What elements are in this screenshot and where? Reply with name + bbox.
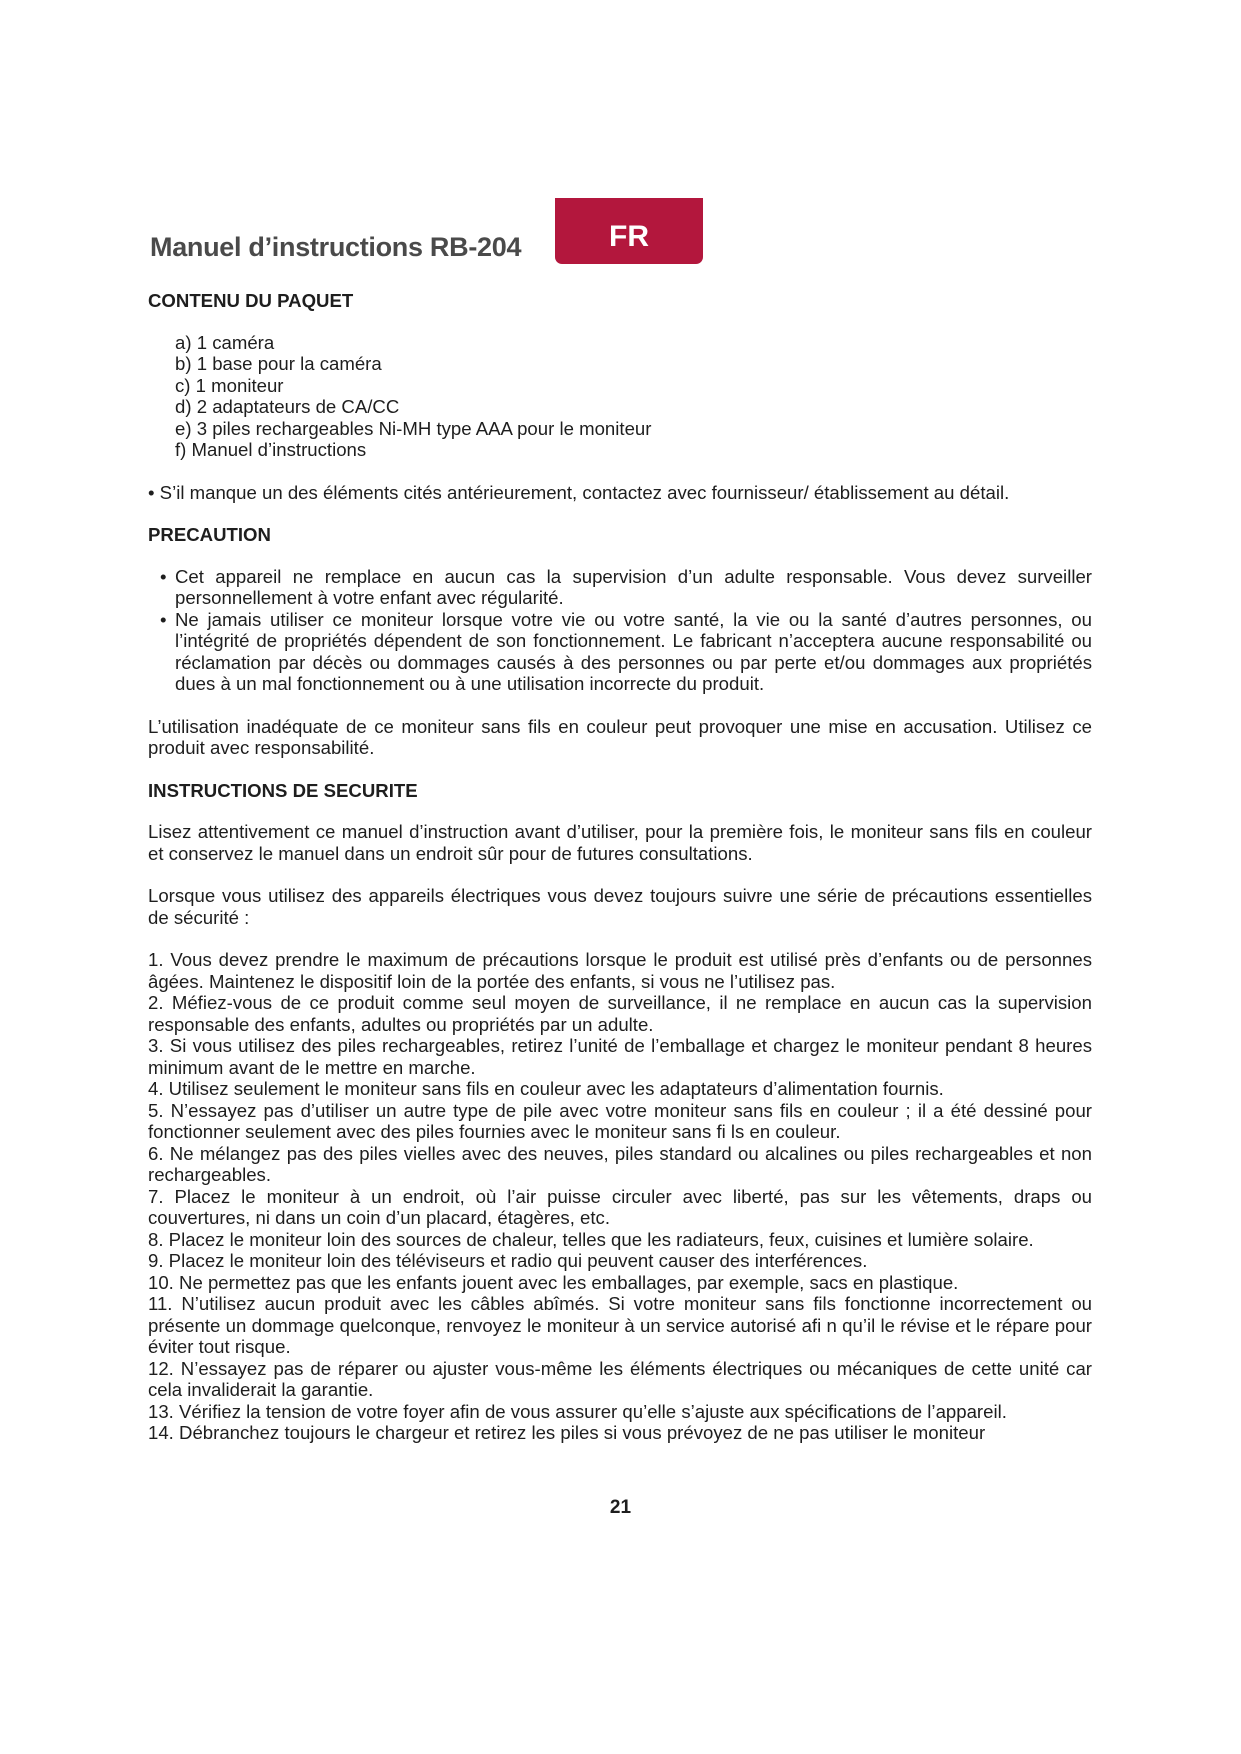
- list-item: d) 2 adaptateurs de CA/CC: [175, 396, 400, 417]
- document-body: [148, 290, 1092, 1444]
- list-item: 11. N’utilisez aucun produit avec les câbles abîmés. Si votre moniteur sans fils fonctionne incorrectement ou présente un dommage quelconque, renvoyez le moniteur à un service autorisé afi n qu’il le révise et le répare pour éviter tout risque.: [148, 1293, 1092, 1357]
- language-tab: [555, 198, 703, 264]
- precaution-heading: PRECAUTION: [148, 524, 271, 545]
- list-item: e) 3 piles rechargeables Ni-MH type AAA pour le moniteur: [175, 417, 652, 439]
- package-list: [175, 332, 1092, 461]
- safety-heading: INSTRUCTIONS DE SECURITE: [148, 779, 418, 801]
- precaution-list: [160, 566, 1092, 695]
- list-item: 8. Placez le moniteur loin des sources de chaleur, telles que les radiateurs, feux, cuisines et lumière solaire.: [148, 1228, 1034, 1250]
- list-item: 10. Ne permettez pas que les enfants jouent avec les emballages, par exemple, sacs en plastique.: [148, 1271, 959, 1293]
- safety-intro-2: Lorsque vous utilisez des appareils électriques vous devez toujours suivre une série de précautions essentielles de sécurité :: [148, 885, 1092, 928]
- list-item: 3. Si vous utilisez des piles rechargeables, retirez l’unité de l’emballage et chargez le moniteur pendant 8 heures minimum avant de le mettre en marche.: [148, 1035, 1092, 1078]
- list-item: b) 1 base pour la caméra: [175, 353, 382, 374]
- list-item: 9. Placez le moniteur loin des téléviseurs et radio qui peuvent causer des interférences.: [148, 1250, 868, 1271]
- list-item: f) Manuel d’instructions: [175, 439, 367, 460]
- safety-intro-1: Lisez attentivement ce manuel d’instruction avant d’utiliser, pour la première fois, le moniteur sans fils en couleur et conservez le manuel dans un endroit sûr pour de futures consultations.: [148, 821, 1092, 864]
- safety-instructions-list: [148, 949, 1092, 1444]
- document-title: Manuel d’instructions RB-204: [150, 232, 522, 262]
- list-item: 1. Vous devez prendre le maximum de précautions lorsque le produit est utilisé près d’enfants ou de personnes âgées. Maintenez le dispositif loin de la portée des enfants, si vous ne l’utilisez pas.: [148, 949, 1092, 992]
- precaution-paragraph: L’utilisation inadéquate de ce moniteur sans fils en couleur peut provoquer une mise en accusation. Utilisez ce produit avec responsabilité.: [148, 715, 1092, 758]
- list-item: c) 1 moniteur: [175, 374, 284, 396]
- page-number: 21: [609, 1497, 632, 1518]
- language-tab-label: FR: [609, 220, 649, 253]
- list-item: • Ne jamais utiliser ce moniteur lorsque votre vie ou votre santé, la vie ou la santé d’autres personnes, ou l’intégrité de propriétés dépendent de son fonctionnement. Le fabricant n’acceptera aucune responsabilité ou réclamation par décès ou dommages causés à des personnes ou par perte et/ou dommages aux propriétés dues à un mal fonctionnement ou à une utilisation incorrecte du produit.: [160, 609, 1092, 695]
- list-item: • Cet appareil ne remplace en aucun cas la supervision d’un adulte responsable. Vous devez surveiller personnellement à votre enfant avec régularité.: [160, 566, 1092, 609]
- package-note: • S’il manque un des éléments cités antérieurement, contactez avec fournisseur/ établissement au détail.: [148, 481, 1010, 503]
- package-heading: CONTENU DU PAQUET: [148, 290, 354, 311]
- list-item: 5. N’essayez pas d’utiliser un autre type de pile avec votre moniteur sans fils en couleur ; il a été dessiné pour fonctionner seulement avec des piles fournies avec le moniteur sans fi ls en couleur.: [148, 1099, 1092, 1142]
- list-item: 6. Ne mélangez pas des piles vielles avec des neuves, piles standard ou alcalines ou piles rechargeables et non rechargeables.: [148, 1142, 1092, 1185]
- list-item: 7. Placez le moniteur à un endroit, où l’air puisse circuler avec liberté, pas sur les vêtements, draps ou couvertures, ni dans un coin d’un placard, étagères, etc.: [148, 1185, 1092, 1228]
- list-item: 12. N’essayez pas de réparer ou ajuster vous-même les éléments électriques ou mécaniques de cette unité car cela invaliderait la garantie.: [148, 1357, 1092, 1400]
- list-item: 14. Débranchez toujours le chargeur et retirez les piles si vous prévoyez de ne pas utiliser le moniteur: [148, 1422, 986, 1443]
- list-item: 13. Vérifiez la tension de votre foyer afin de vous assurer qu’elle s’ajuste aux spécifications de l’appareil.: [148, 1400, 1007, 1422]
- list-item: 4. Utilisez seulement le moniteur sans fils en couleur avec les adaptateurs d’alimentation fournis.: [148, 1078, 944, 1099]
- list-item: 2. Méfiez-vous de ce produit comme seul moyen de surveillance, il ne remplace en aucun cas la supervision responsable des enfants, adultes ou propriétés par un adulte.: [148, 992, 1092, 1035]
- list-item: a) 1 caméra: [175, 331, 275, 353]
